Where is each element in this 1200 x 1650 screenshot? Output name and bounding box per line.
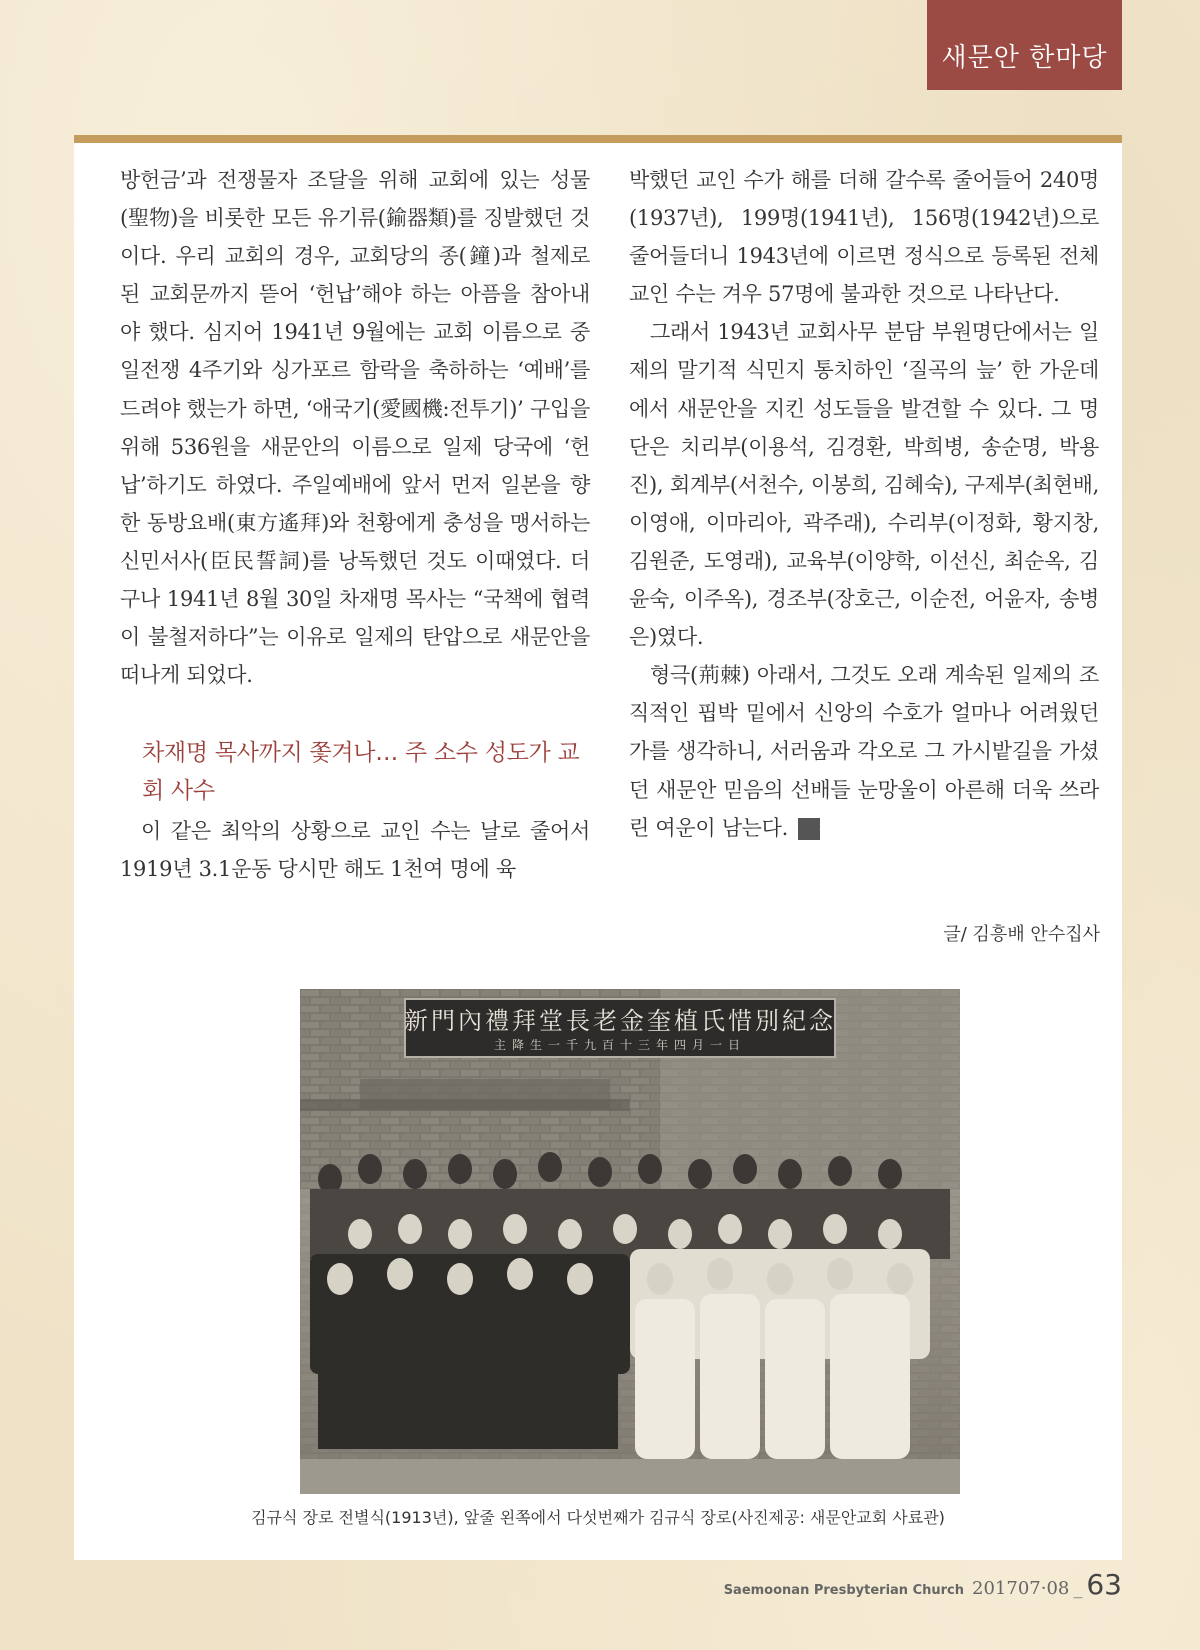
article-right-column bbox=[629, 161, 1099, 847]
photo-banner-text: 新門內禮拜堂長老金奎植氏惜別紀念 bbox=[404, 1007, 836, 1035]
header-rule bbox=[74, 135, 1122, 143]
left-paragraph-after-heading: 이 같은 최악의 상황으로 교인 수는 날로 줄어서 1919년 3.1운동 당시만 해도 1천여 명에 육 bbox=[120, 819, 590, 882]
page-footer bbox=[724, 1568, 1122, 1601]
section-tab: 새문안 한마당 bbox=[927, 0, 1122, 90]
footer-issue: 201707·08 bbox=[972, 1578, 1070, 1599]
byline: 글/ 김흥배 안수집사 bbox=[943, 924, 1100, 945]
photo-caption: 김규식 장로 전별식(1913년), 앞줄 왼쪽에서 다섯번째가 김규식 장로(사진제공: 새문안교회 사료관) bbox=[251, 1508, 945, 1527]
closing-text: 형극(荊棘) 아래서, 그것도 오래 계속된 일제의 조직적인 핍박 밑에서 신앙의 수호가 얼마나 어려웠던가를 생각하니, 서러움과 각오로 그 가시밭길을 가셨던 새문안 믿음의 선배들 눈망울이 아른해 더욱 쓰라린 여운이 남는다. bbox=[629, 663, 1099, 840]
photo-illustration bbox=[300, 989, 960, 1494]
right-paragraph: 박했던 교인 수가 해를 더해 갈수록 줄어들어 240명(1937년), 199명(1941년), 156명(1942년)으로 줄어들더니 1943년에 이르면 정식으로 등록된 전체 교인 수는 겨우 57명에 불과한 것으로 나타난다. bbox=[629, 168, 1099, 307]
article-subheading: 차재명 목사까지 쫓겨나… 주 소수 성도가 교회 사수 bbox=[142, 740, 580, 805]
left-paragraph: 방헌금’과 전쟁물자 조달을 위해 교회에 있는 성물(聖物)을 비롯한 모든 유기류(鍮器類)를 징발했던 것이다. 우리 교회의 경우, 교회당의 종(鐘)과 철제로 된 교회문까지 뜯어 ‘헌납’해야 하는 아픔을 참아내야 했다. 심지어 1941년 9월에는 교회 이름으로 중일전쟁 4주기와 싱가포르 함락을 축하하는 ‘예배’를 드려야 했는가 하면, ‘애국기(愛國機:전투기)’ 구입을 위해 536원을 새문안의 이름으로 일제 당국에 ‘헌납’하기도 하였다. 주일예배에 앞서 먼저 일본을 향한 동방요배(東方遙拜)와 천황에게 충성을 맹서하는 신민서사(臣民誓詞)를 낭독했던 것도 이때였다. 더구나 1941년 8월 30일 차재명 목사는 “국책에 협력이 불철저하다”는 이유로 일제의 탄압으로 새문안을 떠나게 되었다. bbox=[120, 168, 590, 688]
right-paragraph-closing bbox=[629, 656, 1099, 846]
end-mark-icon: 새 bbox=[798, 818, 820, 840]
right-paragraph: 그래서 1943년 교회사무 분담 부원명단에서는 일제의 말기적 식민지 통치하인 ‘질곡의 늪’ 한 가운데에서 새문안을 지킨 성도들을 발견할 수 있다. 그 명단은 치리부(이용석, 김경환, 박희병, 송순명, 박용진), 회계부(서천수, 이봉희, 김혜숙), 구제부(최현배, 이영애, 이마리아, 곽주래), 수리부(이정화, 황지창, 김원준, 도영래), 교육부(이양학, 이선신, 최순옥, 김윤숙, 이주옥), 경조부(장호근, 이순전, 어윤자, 송병은)였다. bbox=[629, 320, 1099, 650]
photo-banner-subtext: 主降生一千九百十三年四月一日 bbox=[493, 1038, 747, 1052]
article-left-column bbox=[120, 161, 590, 889]
historical-group-photo bbox=[300, 989, 960, 1494]
footer-separator: _ bbox=[1073, 1578, 1083, 1599]
footer-church-name: Saemoonan Presbyterian Church bbox=[723, 1583, 965, 1598]
page-number: 63 bbox=[1086, 1568, 1122, 1601]
